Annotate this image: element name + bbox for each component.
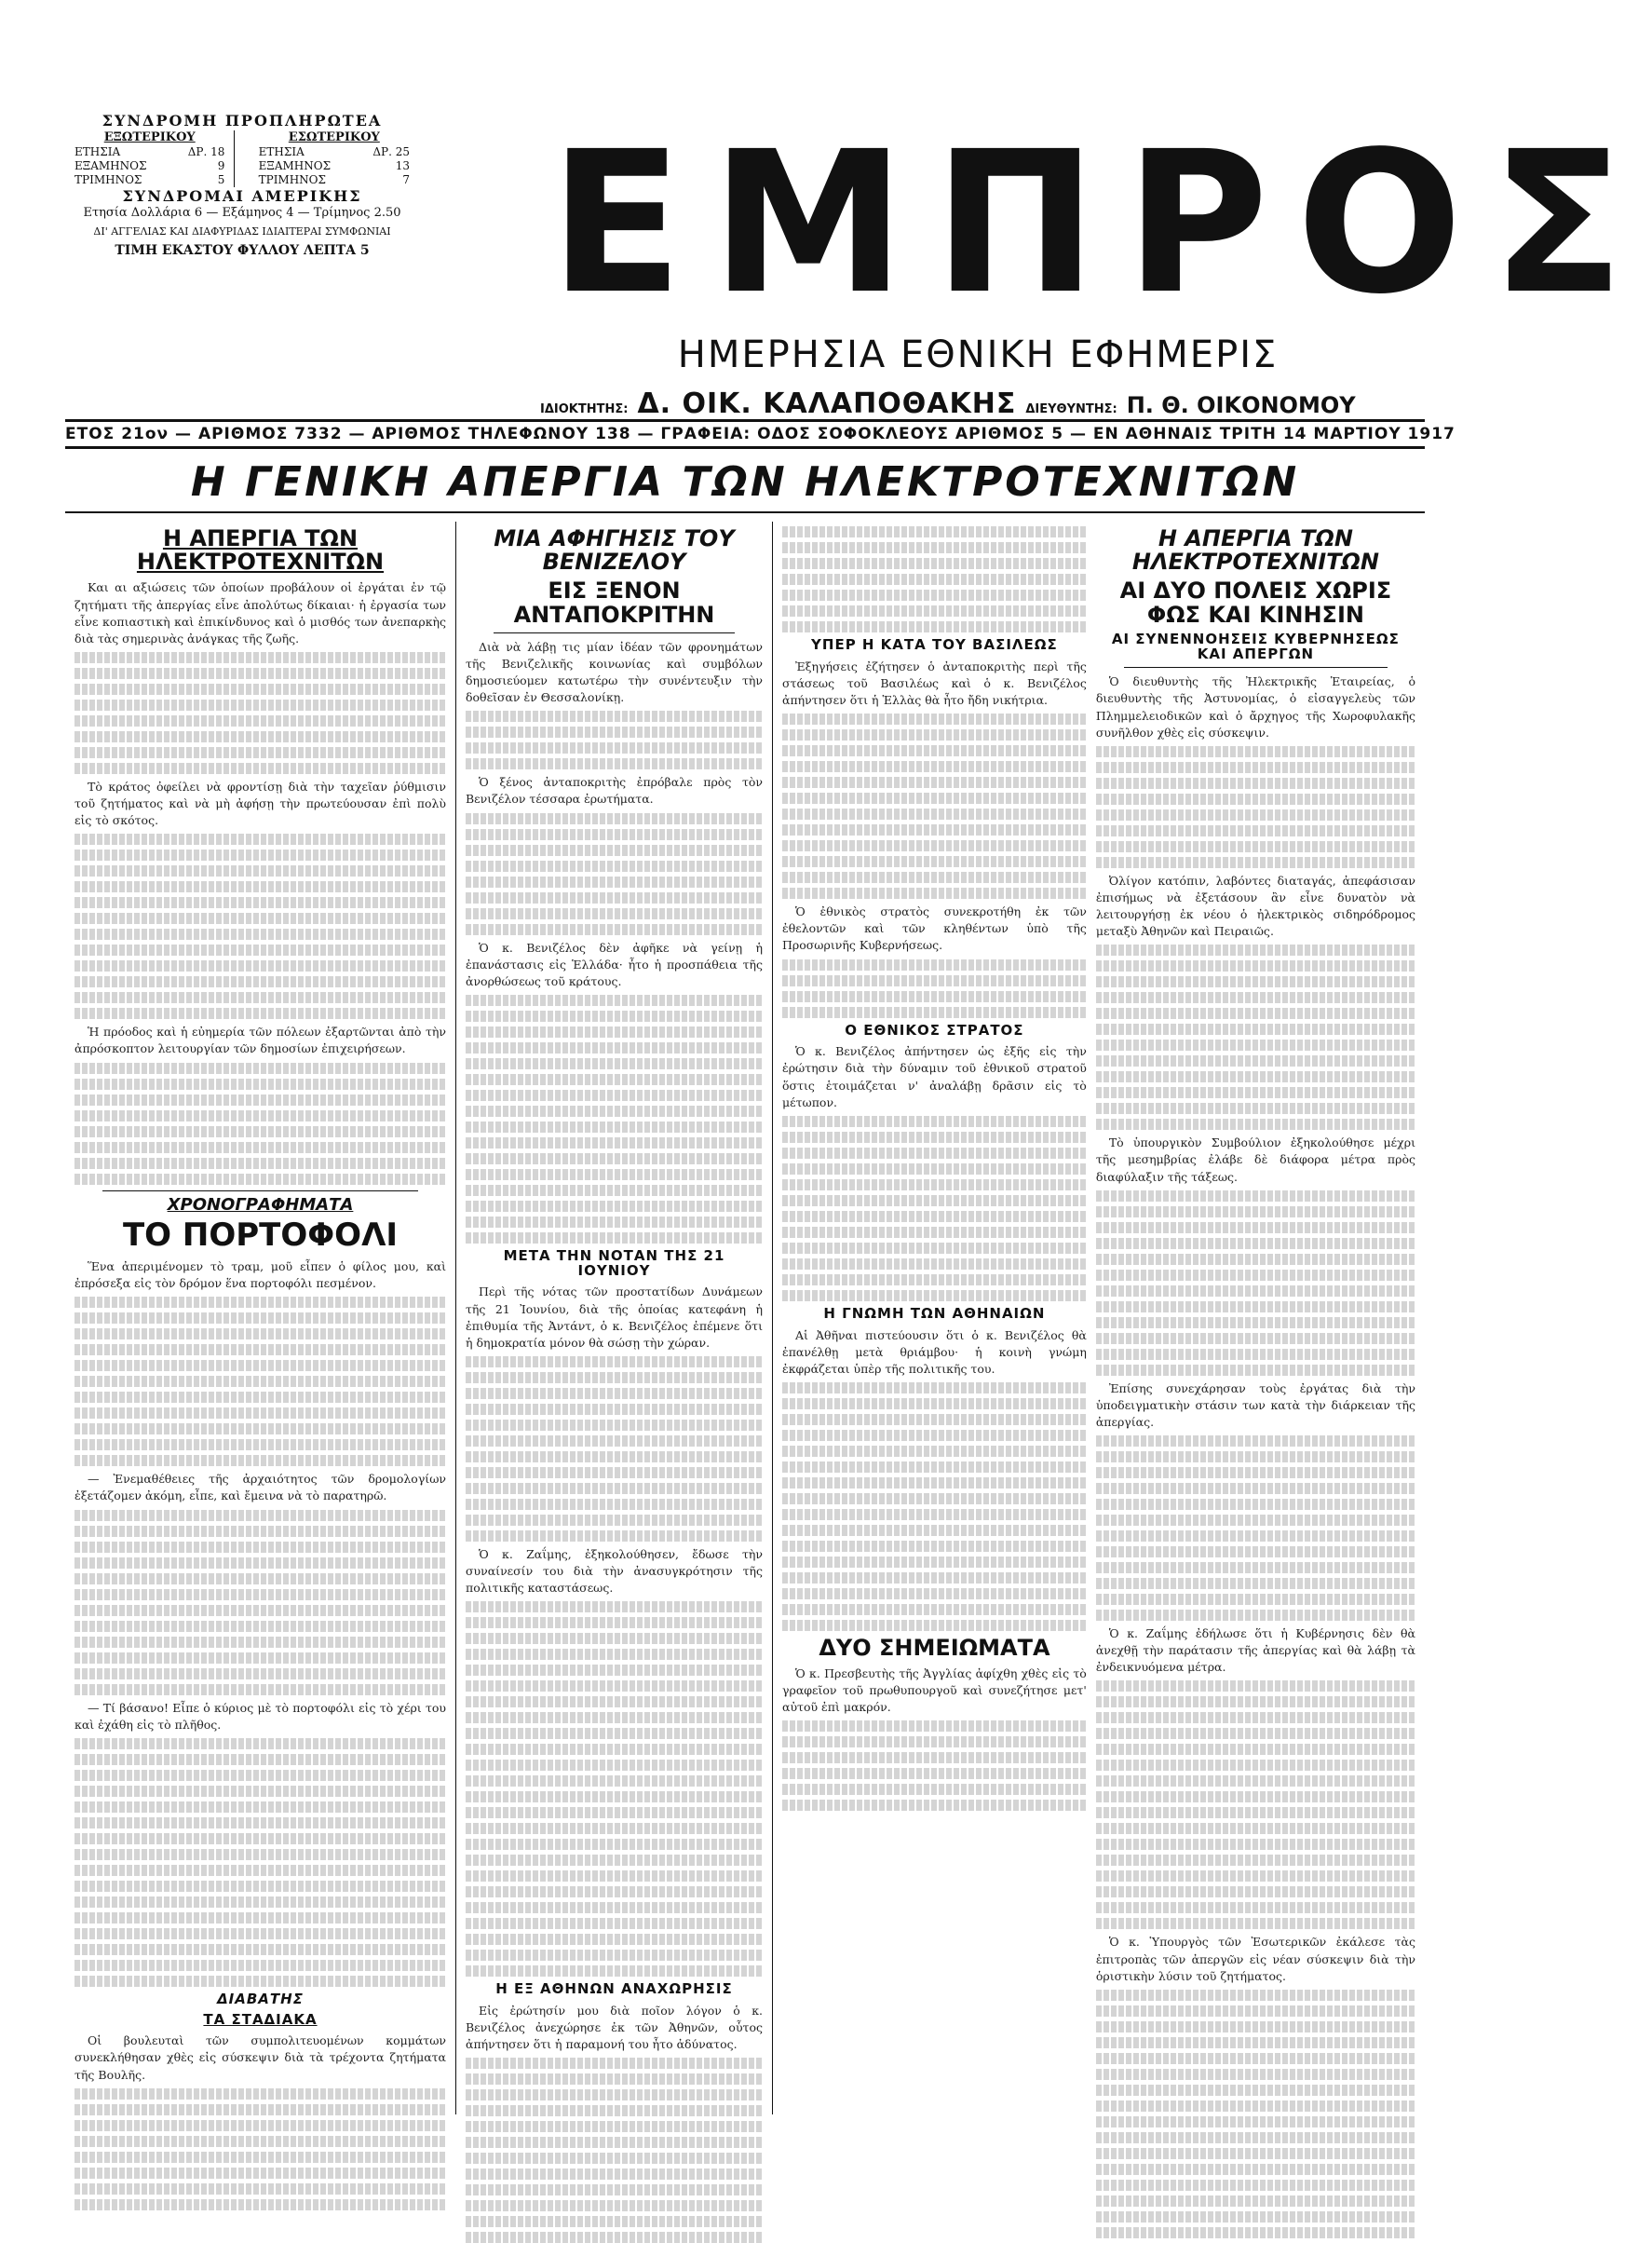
rate-period: ΕΤΗΣΙΑ — [258, 145, 305, 159]
column-middle — [456, 522, 773, 2114]
paragraph: Ὁ ἐθνικὸς στρατὸς συνεκροτήθη ἐκ τῶν ἐθελοντῶν καὶ τῶν κληθέντων ὑπὸ τῆς Προσωρινῆς Κυβερνήσεως. — [782, 904, 1087, 953]
newspaper-page — [65, 109, 1652, 2114]
paragraph: Διὰ νὰ λάβῃ τις μίαν ἰδέαν τῶν φρονημάτων τῆς Βενιζελικῆς κοινωνίας καὶ συμβόλων δημοσιεύομεν κατωτέρω τὴν συνέντευξιν τὴν δοθεῖσαν ἐν Θεσσαλονίκῃ. — [466, 639, 763, 705]
rate-row — [259, 145, 410, 159]
rate-value: 7 — [402, 173, 410, 187]
rate-row — [259, 173, 410, 187]
headline-cities-dark: ΑΙ ΔΥΟ ΠΟΛΕΙΣ ΧΩΡΙΣ ΦΩΣ ΚΑΙ ΚΙΝΗΣΙΝ — [1119, 578, 1392, 628]
director-name: Π. Θ. ΟΙΚΟΝΟΜΟΥ — [1126, 392, 1356, 418]
rate-value: ΔΡ. 25 — [372, 145, 410, 159]
section-departure: Η ΕΞ ΑΘΗΝΩΝ ΑΝΑΧΩΡΗΣΙΣ — [495, 1980, 733, 1998]
king-body-top — [782, 526, 1087, 632]
paragraph: — Ἐνεμαθέθειες τῆς ἀρχαιότητος τῶν δρομολογίων ἐξετάζομεν ἀκόμη, εἶπε, καὶ ἔμεινα νὰ τὸ παρατηρῶ. — [74, 1472, 446, 1503]
rate-period: ΕΞΑΜΗΝΟΣ — [74, 159, 147, 173]
paragraph: Ἕνα ἀπεριμένομεν τὸ τραμ, μοῦ εἶπεν ὁ φίλος μου, καὶ ἐπρόσεξα εἰς τὸν δρόμον ἕνα πορτοφόλι πεσμένον. — [74, 1259, 446, 1291]
paragraph: Ἐξηγήσεις ἐζήτησεν ὁ ἀνταποκριτὴς περὶ τῆς στάσεως τοῦ Βασιλέως καὶ ὁ κ. Βενιζέλος ἀπήντησεν ὅτι ἡ Ἑλλὰς θὰ ἦτο ἤδη νικήτρια. — [782, 659, 1087, 707]
rates-outside — [65, 130, 235, 187]
rate-value: 13 — [395, 159, 410, 173]
section-note-21-june: ΜΕΤΑ ΤΗΝ ΝΟΤΑΝ ΤΗΣ 21 ΙΟΥΝΙΟΥ — [503, 1246, 725, 1279]
section-army: Ο ΕΘΝΙΚΟΣ ΣΤΡΑΤΟΣ — [845, 1021, 1024, 1039]
strike-right-body — [1096, 673, 1415, 2238]
athens-body — [782, 1327, 1087, 1631]
owner-label: ΙΔΙΟΚΤΗΤΗΣ: — [540, 402, 629, 416]
paragraph: Τὸ κράτος ὀφείλει νὰ φροντίσῃ διὰ τὴν ταχεῖαν ῥύθμισιν τοῦ ζητήματος καὶ νὰ μὴ ἀφήσῃ τὴν πρωτεύουσαν ἐπὶ πολὺ εἰς τὸ σκότος. — [74, 779, 446, 828]
rate-row — [74, 145, 224, 159]
rate-period: ΤΡΙΜΗΝΟΣ — [74, 173, 142, 187]
headline-negotiations: ΑΙ ΣΥΝΕΝΝΟΗΣΕΙΣ ΚΥΒΕΡΝΗΣΕΩΣ ΚΑΙ ΑΠΕΡΓΩΝ — [1111, 630, 1400, 662]
paragraph: Οἱ βουλευταὶ τῶν συμπολιτευομένων κομμάτων συνεκλήθησαν χθὲς εἰς σύσκεψιν διὰ τὰ τρέχοντα ζητήματα τῆς Βουλῆς. — [74, 2033, 446, 2082]
section-two-notes: ΔΥΟ ΣΗΜΕΙΩΜΑΤΑ — [819, 1634, 1050, 1661]
paragraph: Αἱ Ἀθῆναι πιστεύουσιν ὅτι ὁ κ. Βενιζέλος θὰ ἐπανέλθῃ μετὰ θριάμβου· ἡ κοινὴ γνώμη ἐκφράζεται ὑπὲρ τῆς πολιτικῆς του. — [782, 1327, 1087, 1376]
inside-label: ΕΣΩΤΕΡΙΚΟΥ — [288, 130, 380, 144]
notes-body — [782, 1665, 1087, 1811]
rate-value: 9 — [217, 159, 225, 173]
rate-value: ΔΡ. 18 — [187, 145, 225, 159]
article-strike-body — [74, 579, 446, 1184]
headline-venizelos: ΜΙΑ ΑΦΗΓΗΣΙΣ ΤΟΥ ΒΕΝΙΖΕΛΟΥ — [494, 525, 735, 576]
newspaper-subtitle: ΗΜΕΡΗΣΙΑ ΕΘΝΙΚΗ ΕΦΗΜΕΡΙΣ — [677, 333, 1279, 376]
paragraph: Εἰς ἐρώτησίν μου διὰ ποῖον λόγον ὁ κ. Βενιζέλος ἀνεχώρησε ἐκ τῶν Ἀθηνῶν, οὗτος ἀπήντησεν ὅτι ἡ παραμονή του ἦτο ἀδύνατος. — [466, 2004, 763, 2052]
headline-strike: Η ΑΠΕΡΓΙΑ ΤΩΝ ΗΛΕΚΤΡΟΤΕΧΝΙΤΩΝ — [136, 525, 385, 576]
paragraph: Ὁ κ. Πρεσβευτὴς τῆς Ἀγγλίας ἀφίχθη χθὲς εἰς τὸ γραφεῖον τοῦ πρωθυπουργοῦ καὶ συνεζήτησε μετ' αὐτοῦ ἐπὶ μακρόν. — [782, 1666, 1087, 1715]
paragraph: Ὁ κ. Ζαΐμης, ἐξηκολούθησεν, ἔδωσε τὴν συναίνεσίν του διὰ τὴν ἀνασυγκρότησιν τῆς πολιτικῆς καταστάσεως. — [466, 1546, 763, 1596]
ads-note: ΔΙ' ΑΓΓΕΛΙΑΣ ΚΑΙ ΔΙΑΦΥΡΙΔΑΣ ΙΔΙΑΙΤΕΡΑΙ ΣΥΜΦΩΝΙΑΙ — [93, 224, 391, 238]
rate-period: ΕΤΗΣΙΑ — [74, 145, 121, 159]
paragraph: Ὀλίγον κατόπιν, λαβόντες διαταγάς, ἀπεφάσισαν ἐπισήμως νὰ ἐξετάσουν ἂν εἶνε δυνατὸν νὰ λειτουργήσῃ ἐκ νέου ὁ ἠλεκτρικὸς σιδηρόδρομος μεταξὺ Ἀθηνῶν καὶ Πειραιῶς. — [1095, 873, 1415, 939]
stadium-body — [74, 2032, 446, 2209]
paragraph: Ἡ πρόοδος καὶ ἡ εὐημερία τῶν πόλεων ἐξαρτῶνται ἀπὸ τὴν ἀπρόσκοπτον λειτουργίαν τῶν δημοσίων ἐπιχειρήσεων. — [74, 1025, 446, 1056]
right-subcolumn-a — [782, 522, 1087, 2243]
column-right — [773, 522, 1425, 2114]
stadium-title: ΤΑ ΣΤΑΔΙΑΚΑ — [203, 2010, 318, 2028]
owner-name: Δ. ΟΙΚ. ΚΑΛΑΠΟΘΑΚΗΣ — [637, 387, 1017, 420]
outside-label: ΕΞΩΤΕΡΙΚΟΥ — [103, 130, 196, 144]
america-title: ΣΥΝΔΡΟΜΑΙ ΑΜΕΡΙΚΗΣ — [122, 187, 362, 206]
issue-info-bar: ΕΤΟΣ 21ον — ΑΡΙΘΜΟΣ 7332 — ΑΡΙΘΜΟΣ ΤΗΛΕΦΩΝΟΥ 138 — ΓΡΑΦΕΙΑ: ΟΔΟΣ ΣΟΦΟΚΛΕΟΥΣ ΑΡΙΘΜΟΣ 5 — ΕΝ ΑΘΗΝΑΙΣ ΤΡΙΤΗ 14 ΜΑΡΤΙΟΥ 1917 — [65, 419, 1425, 449]
article-columns — [65, 522, 1425, 2114]
main-banner-headline: Η ΓΕΝΙΚΗ ΑΠΕΡΓΙΑ ΤΩΝ ΗΛΕΚΤΡΟΤΕΧΝΙΤΩΝ — [65, 458, 1425, 513]
army-body — [782, 1043, 1087, 1301]
subscription-box — [65, 112, 419, 260]
paragraph: Ὁ κ. Βενιζέλος δὲν ἀφῆκε νὰ γείνῃ ἡ ἐπανάστασις εἰς Ἑλλάδα· ἦτο ἡ προσπάθεια τῆς ἀνορθώσεως τοῦ κράτους. — [466, 940, 763, 988]
rate-period: ΕΞΑΜΗΝΟΣ — [258, 159, 332, 173]
paragraph: — Τί βάσανο! Εἶπε ὁ κύριος μὲ τὸ πορτοφόλι εἰς τὸ χέρι του καὶ ἐχάθη εἰς τὸ πλῆθος. — [74, 1700, 446, 1732]
section-king: ΥΠΕΡ Η ΚΑΤΑ ΤΟΥ ΒΑΣΙΛΕΩΣ — [811, 636, 1058, 653]
rate-period: ΤΡΙΜΗΝΟΣ — [258, 173, 327, 187]
paragraph: Ὁ ξένος ἀνταποκριτὴς ἐπρόβαλε πρὸς τὸν Βενιζέλον τέσσαρα ἐρωτήματα. — [466, 775, 763, 807]
masthead — [65, 109, 1652, 506]
subscription-title: ΣΥΝΔΡΟΜΗ ΠΡΟΠΛΗΡΩΤΕΑ — [102, 112, 383, 129]
section-athens-opinion: Η ΓΝΩΜΗ ΤΩΝ ΑΘΗΝΑΙΩΝ — [823, 1304, 1046, 1322]
chronicle-signature: ΔΙΑΒΑΤΗΣ — [217, 1990, 304, 2007]
america-rates: Ετησία Δολλάρια 6 — Εξάμηνος 4 — Τρίμηνος 2.50 — [83, 206, 401, 221]
paragraph: Ὁ κ. Βενιζέλος ἀπήντησεν ὡς ἐξῆς εἰς τὴν ἐρώτησιν διὰ τὴν δύναμιν τοῦ ἐθνικοῦ στρατοῦ ὅστις ἑτοιμάζεται ν' ἀναλάβῃ δρᾶσιν εἰς τὸ μέτωπον. — [782, 1044, 1087, 1109]
note-body — [466, 1284, 763, 1977]
paragraph: Τὸ ὑπουργικὸν Συμβούλιον ἐξηκολούθησε μέχρι τῆς μεσημβρίας ἐλάβε δὲ διάφορα μέτρα πρὸς διαφύλαξιν τῆς τάξεως. — [1095, 1135, 1415, 1184]
rate-value: 5 — [217, 173, 225, 187]
departure-body — [466, 2003, 763, 2243]
headline-strike-right: Η ΑΠΕΡΓΙΑ ΤΩΝ ΗΛΕΚΤΡΟΤΕΧΝΙΤΩΝ — [1131, 525, 1379, 576]
headline-venizelos-2: ΕΙΣ ΞΕΝΟΝ ΑΝΤΑΠΟΚΡΙΤΗΝ — [513, 578, 715, 628]
issue-price: ΤΙΜΗ ΕΚΑΣΤΟΥ ΦΥΛΛΟΥ ΛΕΠΤΑ 5 — [115, 243, 370, 259]
chronicle-title: ΤΟ ΠΟΡΤΟΦΟΛΙ — [122, 1217, 399, 1255]
right-subcolumn-b — [1096, 522, 1415, 2243]
chronicle-label: ΧΡΟΝΟΓΡΑΦΗΜΑΤΑ — [167, 1194, 354, 1215]
paragraph: Ὁ κ. Ὑπουργὸς τῶν Ἐσωτερικῶν ἐκάλεσε τὰς ἐπιτροπὰς τῶν ἀπεργῶν εἰς νέαν σύσκεψιν διὰ τὴν ὁριστικὴν λύσιν τοῦ ζητήματος. — [1095, 1935, 1415, 1983]
rate-row — [74, 173, 224, 187]
ownership-line — [540, 387, 1415, 420]
paragraph: Περὶ τῆς νότας τῶν προστατίδων Δυνάμεων τῆς 21 Ἰουνίου, διὰ τῆς ὁποίας κατεφάνη ἡ ἐπιθυμία τῆς Ἀντάντ, ὁ κ. Βενιζέλος ἐπέμενε ὅτι ἡ δημοκρατία μόνον θὰ σώσῃ τὴν χώραν. — [466, 1285, 763, 1350]
right-split — [782, 522, 1415, 2243]
paragraph: Και αι αξιώσεις τῶν ὁποίων προβάλουν οἱ ἐργάται ἐν τῷ ζητήματι τῆς ἀπεργίας εἶνε ἀπολύτως δίκαιαι· ἡ ἐργασία των εἶνε κοπιαστικὴ καὶ ἐπικίνδυνος καὶ ὁ μισθός των ἀνεπαρκὴς διὰ τὰς σημερινὰς ἀνάγκας τῆς ζωῆς. — [74, 580, 446, 646]
subscription-rates — [65, 130, 419, 187]
paragraph: Ὁ κ. Ζαΐμης ἐδήλωσε ὅτι ἡ Κυβέρνησις δὲν θὰ ἀνεχθῇ τὴν παράτασιν τῆς ἀπεργίας καὶ θὰ λάβῃ τὰ ἐνδεικνυόμενα μέτρα. — [1095, 1626, 1415, 1675]
chronicle-body — [74, 1258, 446, 1987]
venizelos-body — [466, 639, 763, 1244]
king-body — [782, 659, 1087, 1018]
column-left — [65, 522, 456, 2114]
rate-row — [74, 159, 224, 173]
director-label: ΔΙΕΥΘΥΝΤΗΣ: — [1025, 402, 1117, 416]
rates-inside — [250, 130, 419, 187]
newspaper-title: ΕΜΠΡΟΣ — [549, 109, 1652, 337]
rate-row — [259, 159, 410, 173]
paragraph: Ἐπίσης συνεχάρησαν τοὺς ἐργάτας διὰ τὴν ὑποδειγματικὴν στάσιν των κατὰ τὴν διάρκειαν τῆς ἀπεργίας. — [1095, 1380, 1415, 1429]
paragraph: Ὁ διευθυντὴς τῆς Ἠλεκτρικῆς Ἑταιρείας, ὁ διευθυντὴς τῆς Ἀστυνομίας, ὁ εἰσαγγελεὺς τῶν Πλημμελειοδικῶν καὶ ὁ ἄρχηγος τῆς Χωροφυλακῆς συνῆλθον χθὲς εἰς σύσκεψιν. — [1095, 674, 1415, 740]
